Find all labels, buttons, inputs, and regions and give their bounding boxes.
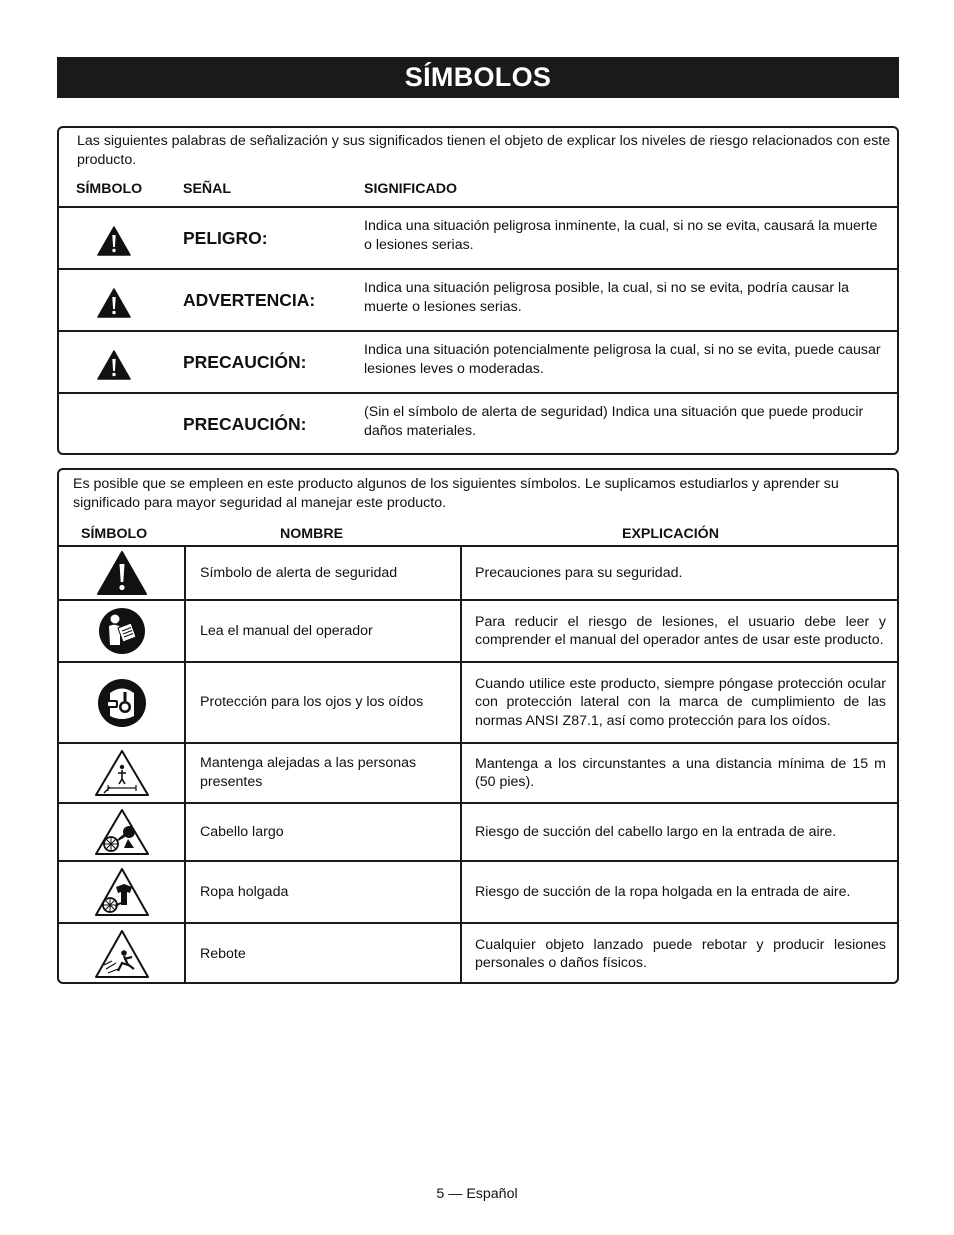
signal-word: PELIGRO: [183,228,268,248]
symbol-row [59,545,897,599]
symbol-explanation: Cuando utilice este producto, siempre póngase protección ocular con protección lateral con la marca de cumplimiento de las normas ANSI Z87.1, así como protección para los oídos. [475,675,886,729]
signal-row-peligro [59,206,897,269]
symbol-name: Mantenga alejadas a las personas presentes [200,755,417,790]
read-manual-icon [98,607,146,655]
signal-meaning: (Sin el símbolo de alerta de seguridad) Indica una situación que puede producir daños materiales. [364,404,864,439]
signal-row-precaucion-no-symbol [59,392,897,455]
warning-triangle-icon [97,288,131,318]
signal-word: PRECAUCIÓN: [183,352,307,372]
page-title: SÍMBOLOS [57,57,899,98]
header-explanation: EXPLICACIÓN [622,526,719,542]
symbol-row [59,922,897,984]
symbol-explanation: Cualquier objeto lanzado puede rebotar y producir lesiones personales o daños físicos. [475,936,886,971]
ricochet-icon [94,929,150,979]
signal-words-box [57,126,899,455]
loose-clothing-icon [94,867,150,917]
warning-triangle-icon [97,350,131,380]
signal-intro: Las siguientes palabras de señalización y sus significados tienen el objeto de explicar los niveles de riesgo relacionados con este producto. [77,133,891,168]
symbols-box [57,468,899,984]
signal-word: ADVERTENCIA: [183,290,316,310]
symbol-row [59,742,897,802]
symbol-row [59,860,897,922]
symbol-row [59,599,897,661]
signal-row-advertencia [59,268,897,331]
symbol-explanation: Para reducir el riesgo de lesiones, el usuario debe leer y comprender el manual del operador antes de usar este producto. [475,613,886,648]
symbols-intro: Es posible que se empleen en este producto algunos de los siguientes símbolos. Le suplicamos estudiarlos y aprender su significado para mayor seguridad al manejar este producto. [73,476,839,511]
signal-meaning: Indica una situación peligrosa inminente, la cual, si no se evita, causará la muerte o lesiones serias. [364,218,878,253]
header-symbol: SÍMBOLO [76,181,143,197]
symbol-row [59,661,897,742]
signal-meaning: Indica una situación potencialmente peligrosa la cual, si no se evita, puede causar lesiones leves o moderadas. [364,342,881,377]
symbol-name: Rebote [200,945,246,962]
symbol-row [59,802,897,860]
long-hair-icon [94,808,150,856]
symbol-name: Cabello largo [200,823,284,840]
signal-meaning: Indica una situación peligrosa posible, la cual, si no se evita, podría causar la muerte o lesiones serias. [364,280,850,315]
symbol-name: Símbolo de alerta de seguridad [200,564,398,581]
symbol-name: Protección para los ojos y los oídos [200,694,424,710]
header-signal: SEÑAL [183,181,232,197]
header-symbol: SÍMBOLO [81,526,148,542]
signal-word: PRECAUCIÓN: [183,414,307,434]
keep-bystanders-away-icon [94,749,150,797]
symbol-explanation: Mantenga a los circunstantes a una distancia mínima de 15 m (50 pies). [475,755,886,790]
symbol-explanation: Riesgo de succión del cabello largo en la entrada de aire. [475,823,837,840]
safety-alert-icon [96,550,148,596]
warning-triangle-icon [97,226,131,256]
header-name: NOMBRE [280,526,344,542]
symbol-name: Ropa holgada [200,883,289,900]
eye-ear-protection-icon [97,678,147,728]
symbol-explanation: Riesgo de succión de la ropa holgada en la entrada de aire. [475,883,851,900]
header-meaning: SIGNIFICADO [364,181,458,197]
page-footer: 5 — Español [436,1186,518,1202]
symbol-explanation: Precauciones para su seguridad. [475,564,683,581]
symbol-name: Lea el manual del operador [200,622,373,639]
signal-row-precaucion [59,330,897,393]
